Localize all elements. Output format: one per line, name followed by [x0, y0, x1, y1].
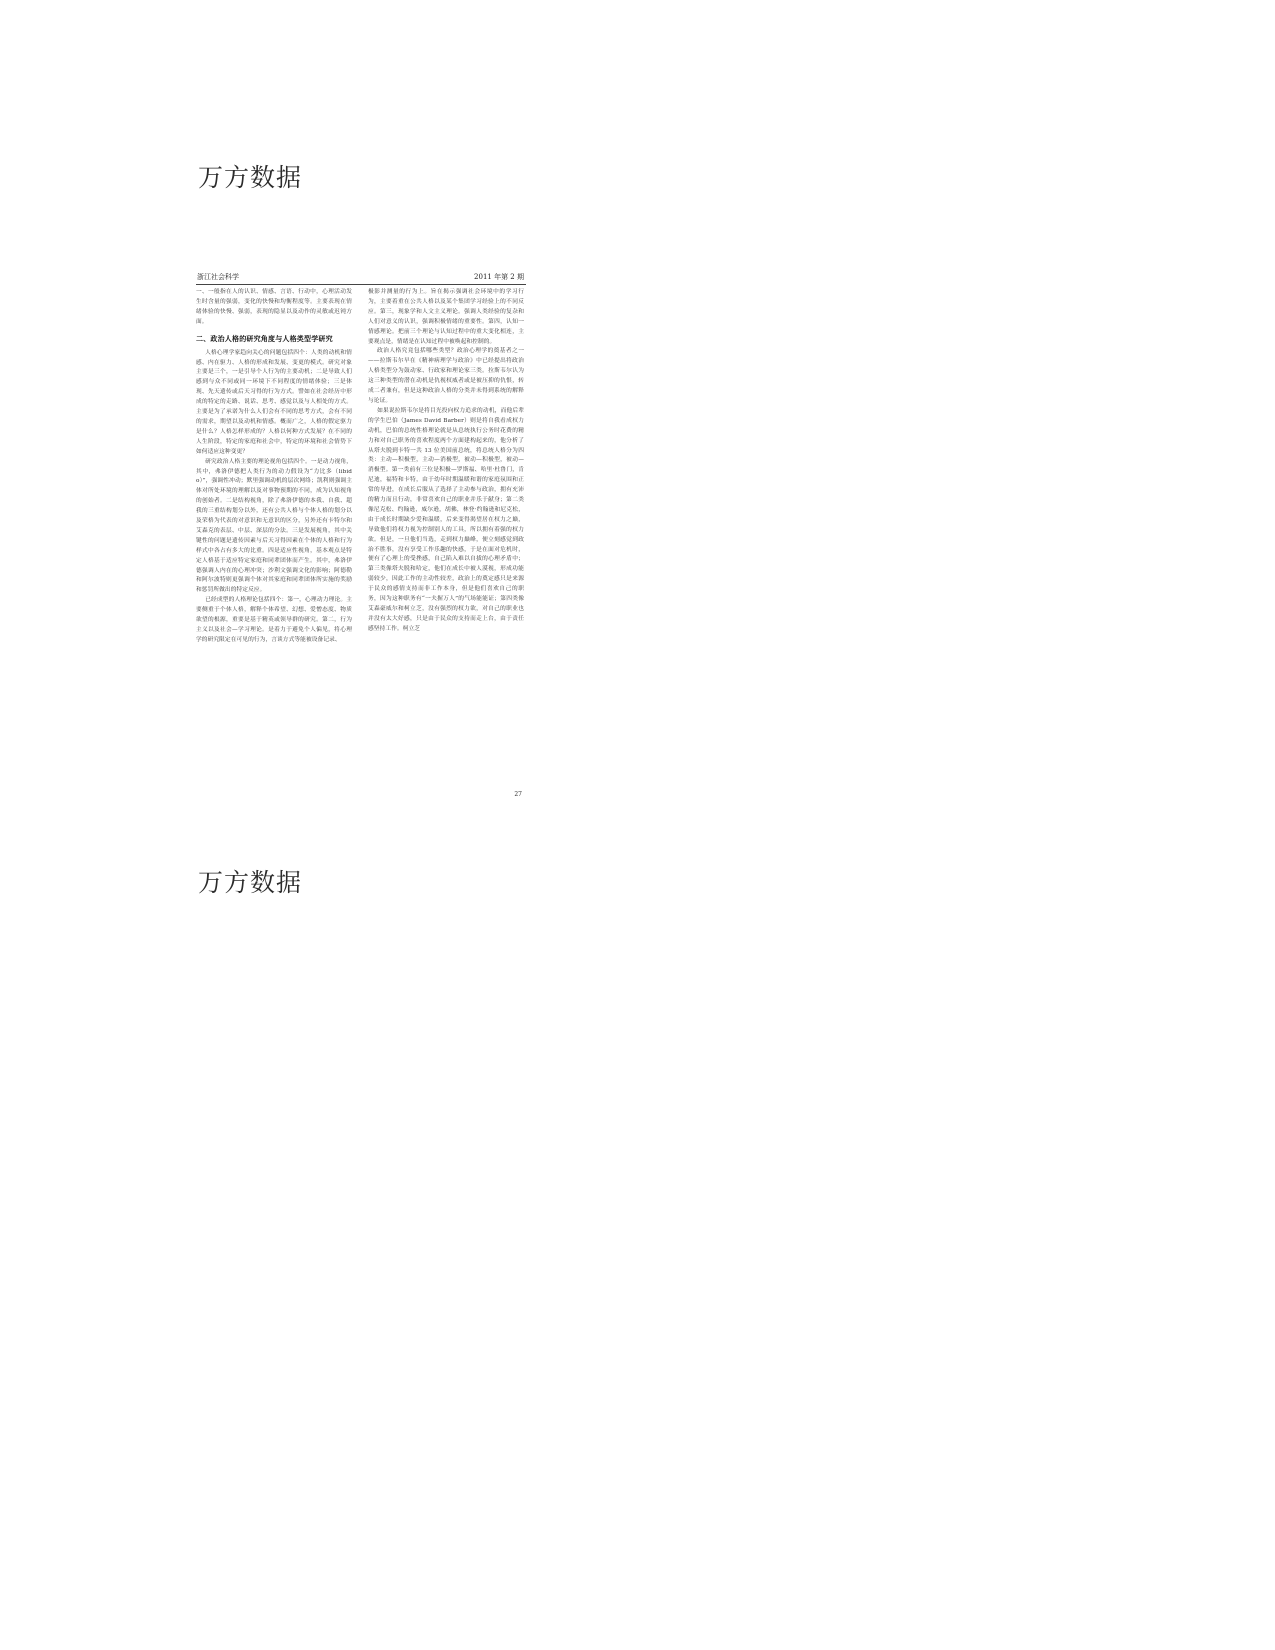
paragraph: 人格心理学家趋向关心的问题包括四个：人类的动机和情感、内在驱力、人格的形成和发展、变更的模式。研究对象主要是三个，一是引导个人行为的主要动机；二是导致人们感到与众不同或同一环境下不同程度的情绪体验；三是体现、先天遗传或后天习得的行为方式。譬如在社会经历中形成的特定的走路、说话、思考、感觉以及与人相处的方式。主要是为了承诺为什么人们会有不同的思考方式，会有不同的需求，期望以及动机和情感。概而广之，人格的假定驱力是什么？人格怎样形成的？人格以何种方式发展？在不同的人生阶段，特定的家庭和社会中，特定的环境和社会情势下如何适应这种变更？ [196, 349, 352, 455]
scanned-journal-page [196, 272, 526, 807]
page-number: 27 [514, 791, 522, 798]
left-text-column [196, 288, 352, 788]
watermark-top: 万方数据 [198, 163, 303, 192]
journal-name: 浙江社会科学 [197, 273, 239, 281]
paragraph: 已经成型的人格理论包括四个：第一，心理动力理论。主要侧重于个体人格，解释个体希望、幻想、爱憎态度、物质欲望的根源，重要是基于精英或领导群的研究。第二，行为主义以及社会—学习理论。是着力于避免个人偏见，将心理学的研究限定在可见的行为，言谈方式等能被设备记录、 [196, 597, 352, 643]
right-text-column [368, 288, 524, 788]
running-header [196, 272, 526, 285]
paragraph: 政治人格究竟包括哪些类型？政治心理学的奠基者之一——拉斯韦尔早在《精神病理学与政治》中已经提出将政治人格类型分为鼓动家、行政家和理论家三类。拉斯韦尔认为这三种类型的潜在动机是仇视权威者或是被压抑的仇恨，转成二者兼有，但是这种政治人格的分类并未得到系统的解释与论证。 [368, 348, 524, 404]
paragraph: 极影并测量的行为上。旨在揭示强调社会环境中的学习行为，主要着重在公共人格以及某个集团学习经验上的不同反应。第三，现象学和人文主义理论。强调人类经验的复杂和人们对意义的认识，强调积极情绪的重要性。第四，认知一情感理论。把前三个理论与认知过程中的重大变化相连，主要观点是，情绪是在认知过程中被唤起和控制的。 [368, 289, 524, 345]
section-heading: 二、政治人格的研究角度与人格类型学研究 [196, 333, 333, 343]
paragraph: 如果说拉斯韦尔是将目光投向权力追求的动机，而他后辈的学生巴伯（James David Barber）则是将自我看成权力动机，巴伯的总统性格理论就是从总统执行公务时花费的精力和对自己职务的喜欢程度两个方面建构起来的，他分析了从塔夫脱到卡特一共 13 位美国前总统，将总统人格分为四类：主动—积极型，主动—消极型，被动—积极型，被动—消极型。第一类前有三位是积极—罗斯福、哈里·杜鲁门，肯尼迪，福特和卡特，由于幼年时期温暖和谐的家庭氛围和正常的导进，在成长后服从了选择了主动参与政治，拥有充沛的精力而且行动，非常喜欢自己的职业并乐于献身；第二类像尼克松、约翰逊，威尔逊，胡佛，林登·约翰逊和尼克松，由于成长时期缺少爱和温暖，后来变得渴望居在权力之巅，导致他们将权力视为控制别人的工具，所以拥有着强的权力欲。但是，一旦他们当选，走到权力巅峰，便立刻感觉到政治不胜事，没有享受工作乐趣的快感，于是在面对危机时，便有了心理上的受挫感，自己陷入难以自拔的心理矛盾中；第三类像塔夫脱和哈定，他们在成长中被人漠视，形成功能弱较少，因此工作的主动性较差，政治上的奠定感只是来源于民众的感情支持而非工作本身，但是他们喜欢自己的职务，因为这种职务有“一夫握万人”的气场能能证；第四类像艾森豪威尔和柯立芝，没有强烈的权力欲，对自己的职业也并没有太大好感，只是由于民众的支持而走上台，由于责任感坚持工作。柯立芝 [368, 407, 524, 632]
issue-number: 2011 年第 2 期 [474, 273, 524, 281]
watermark-bottom: 万方数据 [198, 868, 303, 897]
paragraph: 一、一般指在人的认识、情感、言语、行动中，心理活动发生时含量的强弱，变化的快慢和均衡程度等。主要表现在情绪体验的快慢、强弱，表现的隐显以及动作的灵敏或迟钝方面。 [196, 289, 352, 325]
paragraph: 研究政治人格主要的理论视角包括四个。一是动力视角，其中，弗洛伊德把人类行为的动力假设为“力比多（libido）”，强调性冲动；默里强调动机的层次网络；凯利则强调主体对所处环境的理解以及对事物预期的不同，成为认知视角的创始者。二是结构视角，除了弗洛伊德的本我、自我、超我的三重结构划分以外，还有公共人格与个体人格的划分以及荣格为代表的对意识和无意识的区分，另外还有卡特尔和艾森克的表层、中层、深层的分法。三是发展视角，其中关键性的问题是遗传因素与后天习得因素在个体的人格和行为样式中各占有多大的比重。四是适应性视角，基本观点是特定人格基于适应特定家庭和同辈团体而产生。其中，弗洛伊德强调人内在的心理冲突；沙利文强调文化的影响；阿德勒和阿尔波特则更强调个体对其家庭和同辈团体所实施的奖励和惩罚所做出的特定反应。 [196, 458, 352, 594]
